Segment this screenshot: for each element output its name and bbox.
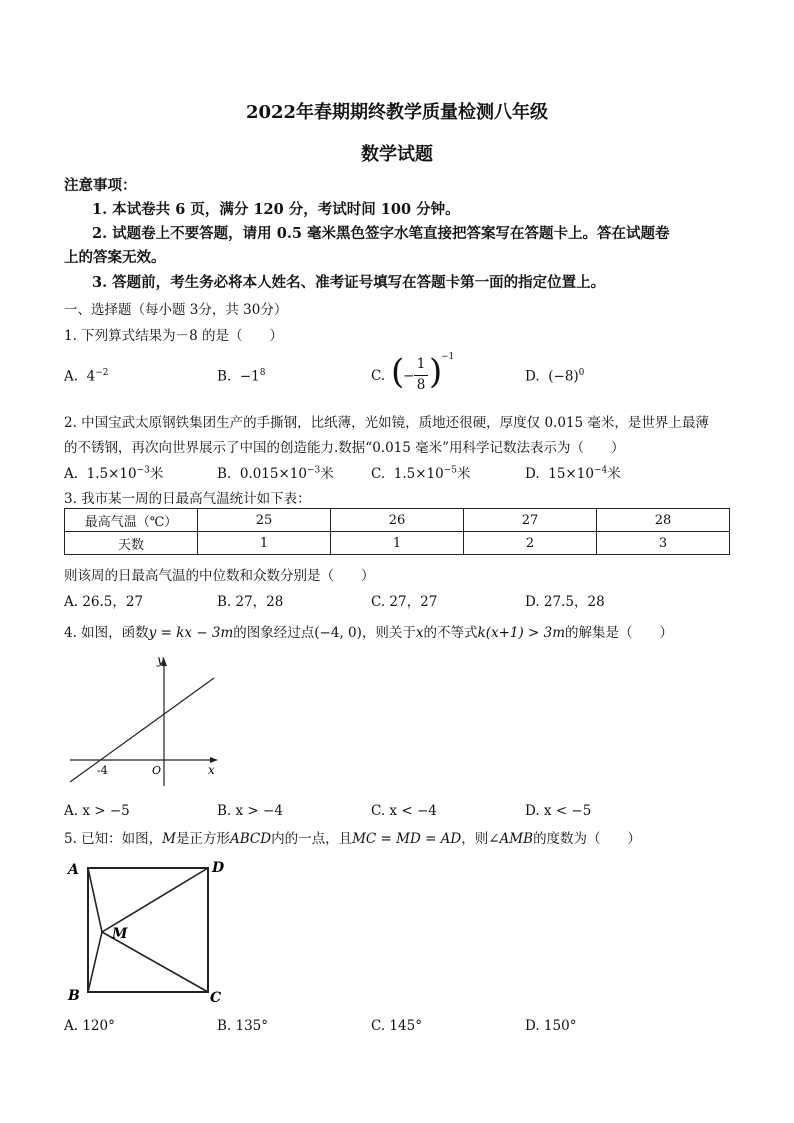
table-cell: 1 [331, 532, 464, 555]
q4-stem: 4. 如图，函数y = kx − 3m的图象经过点(−4, 0)，则关于x的不等式k(x+1) > 3m的解集是（ ） [64, 625, 674, 641]
temperature-table [64, 508, 730, 555]
table-cell: 28 [597, 509, 730, 532]
point-m-label: M [112, 926, 128, 942]
origin-label: O [152, 764, 162, 777]
q5-square-figure [64, 852, 234, 1012]
q2-stem-line-2: 的不锈钢，再次向世界展示了中国的创造能力.数据“0.015 毫米”用科学记数法表示为（ ） [64, 440, 625, 456]
table-row-header: 最高气温（℃） [65, 509, 198, 532]
q4-graph-figure [64, 650, 224, 790]
q1-stem: 1. 下列算式结果为－8 的是（ ） [64, 328, 284, 344]
q4-option-c: C. x < −4 [371, 803, 437, 819]
q1-option-b: B. $-1^8$ [217, 368, 266, 385]
q5-option-d: D. 150° [525, 1018, 577, 1034]
table-cell: 26 [331, 509, 464, 532]
notice-heading: 注意事项： [64, 177, 137, 194]
table-row-header: 天数 [65, 532, 198, 555]
q5-angle: ∠AMB [488, 831, 534, 847]
q2-option-a: A. $1.5\times 10^{-3}$米 [64, 465, 164, 482]
q4-inequality: k(x+1) > 3m [477, 625, 566, 641]
q3-option-c: C. 27，27 [371, 594, 438, 610]
notice-item-2-line-2: 上的答案无效。 [64, 249, 166, 266]
q3-option-b: B. 27，28 [217, 594, 284, 610]
vertex-b-label: B [68, 988, 80, 1004]
q1-option-d: D. $(-8)^0$ [525, 368, 585, 385]
vertex-c-label: C [210, 990, 222, 1006]
q4-option-b: B. x > −4 [217, 803, 283, 819]
exam-subtitle: 数学试题 [361, 144, 433, 165]
segment-dm [102, 868, 208, 932]
section-heading: 一、选择题（每小题 3分，共 30分） [64, 302, 288, 318]
exam-title: 2022年春期期终教学质量检测八年级 [245, 102, 549, 123]
table-cell: 25 [198, 509, 331, 532]
q3-stem: 3. 我市某一周的日最高气温统计如下表： [64, 491, 311, 507]
table-cell: 2 [464, 532, 597, 555]
q3-question: 则该周的日最高气温的中位数和众数分别是（ ） [64, 568, 375, 584]
q4-function: y = kx − 3m [148, 625, 234, 641]
table-cell: 1 [198, 532, 331, 555]
notice-item-1: 1. 本试卷共 6 页，满分 120 分，考试时间 100 分钟。 [92, 201, 460, 218]
x-axis-label: x [208, 763, 215, 777]
table-cell: 27 [464, 509, 597, 532]
q2-option-b: B. $0.015\times 10^{-3}$米 [217, 465, 334, 482]
q4-point: (−4, 0) [314, 625, 362, 641]
q5-condition: MC = MD = AD [352, 831, 462, 847]
q3-option-a: A. 26.5，27 [64, 594, 144, 610]
segment-am [88, 868, 102, 932]
x-intercept-label: -4 [97, 764, 108, 777]
table-row [65, 509, 730, 532]
notice-item-2-line-1: 2. 试题卷上不要答题，请用 0.5 毫米黑色签字水笔直接把答案写在答题卡上。答在试题卷 [92, 225, 670, 242]
q5-option-b: B. 135° [217, 1018, 269, 1034]
q5-option-c: C. 145° [371, 1018, 422, 1034]
table-row [65, 532, 730, 555]
q2-stem-line-1: 2. 中国宝武太原钢铁集团生产的手撕钢，比纸薄，光如镜，质地还很硬，厚度仅 0.015 毫米，是世界上最薄 [64, 415, 709, 431]
segment-bm [88, 932, 102, 992]
y-axis-label: y [157, 653, 164, 667]
q1-option-a: A. $4^{-2}$ [64, 368, 109, 385]
table-cell: 3 [597, 532, 730, 555]
q2-option-d: D. $15\times 10^{-4}$米 [525, 465, 621, 482]
q2-option-c: C. $1.5\times 10^{-5}$米 [371, 465, 471, 482]
q4-option-a: A. x > −5 [64, 803, 130, 819]
notice-item-3: 3. 答题前，考生务必将本人姓名、准考证号填写在答题卡第一面的指定位置上。 [92, 274, 606, 291]
q5-option-a: A. 120° [64, 1018, 115, 1034]
q3-option-d: D. 27.5，28 [525, 594, 605, 610]
q4-option-d: D. x < −5 [525, 803, 592, 819]
vertex-d-label: D [212, 860, 225, 876]
q5-stem: 5. 已知：如图，M是正方形ABCD内的一点，且MC = MD = AD，则∠AMB的度数为（ ） [64, 831, 642, 847]
function-line [70, 678, 214, 782]
vertex-a-label: A [68, 862, 79, 878]
